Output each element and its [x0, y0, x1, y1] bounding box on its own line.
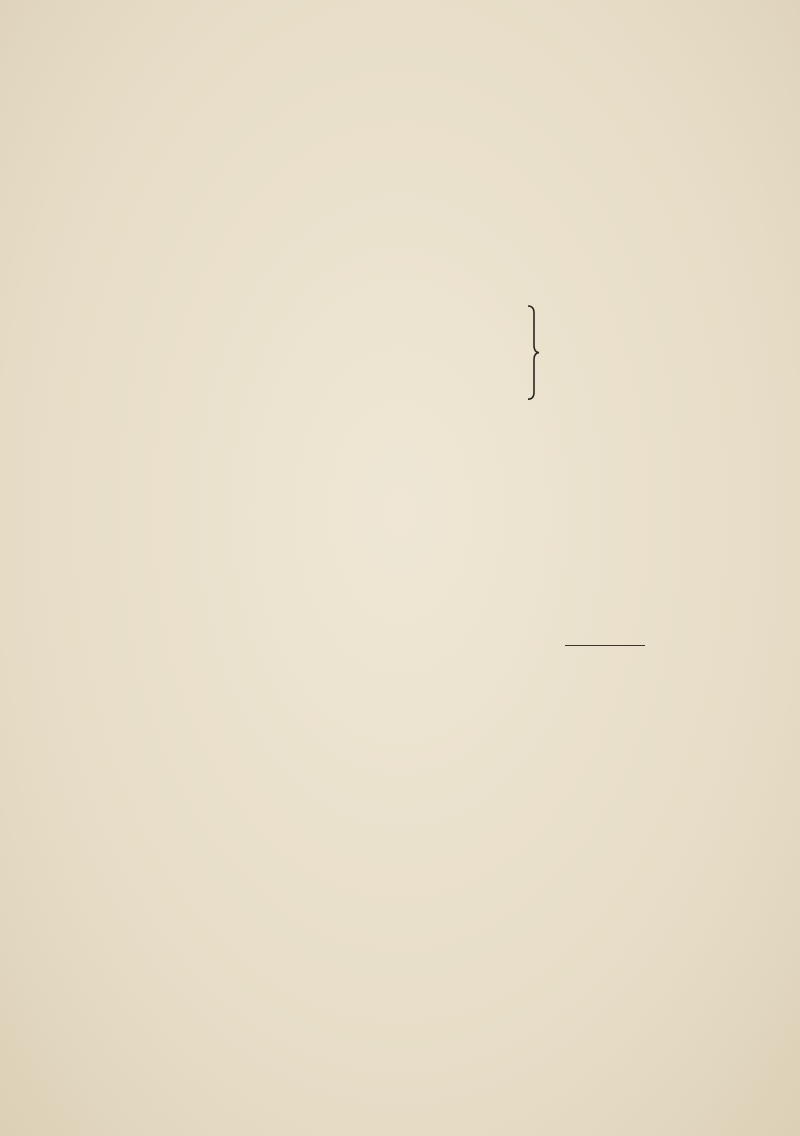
total-rule — [565, 645, 645, 646]
curly-brace — [526, 305, 540, 400]
